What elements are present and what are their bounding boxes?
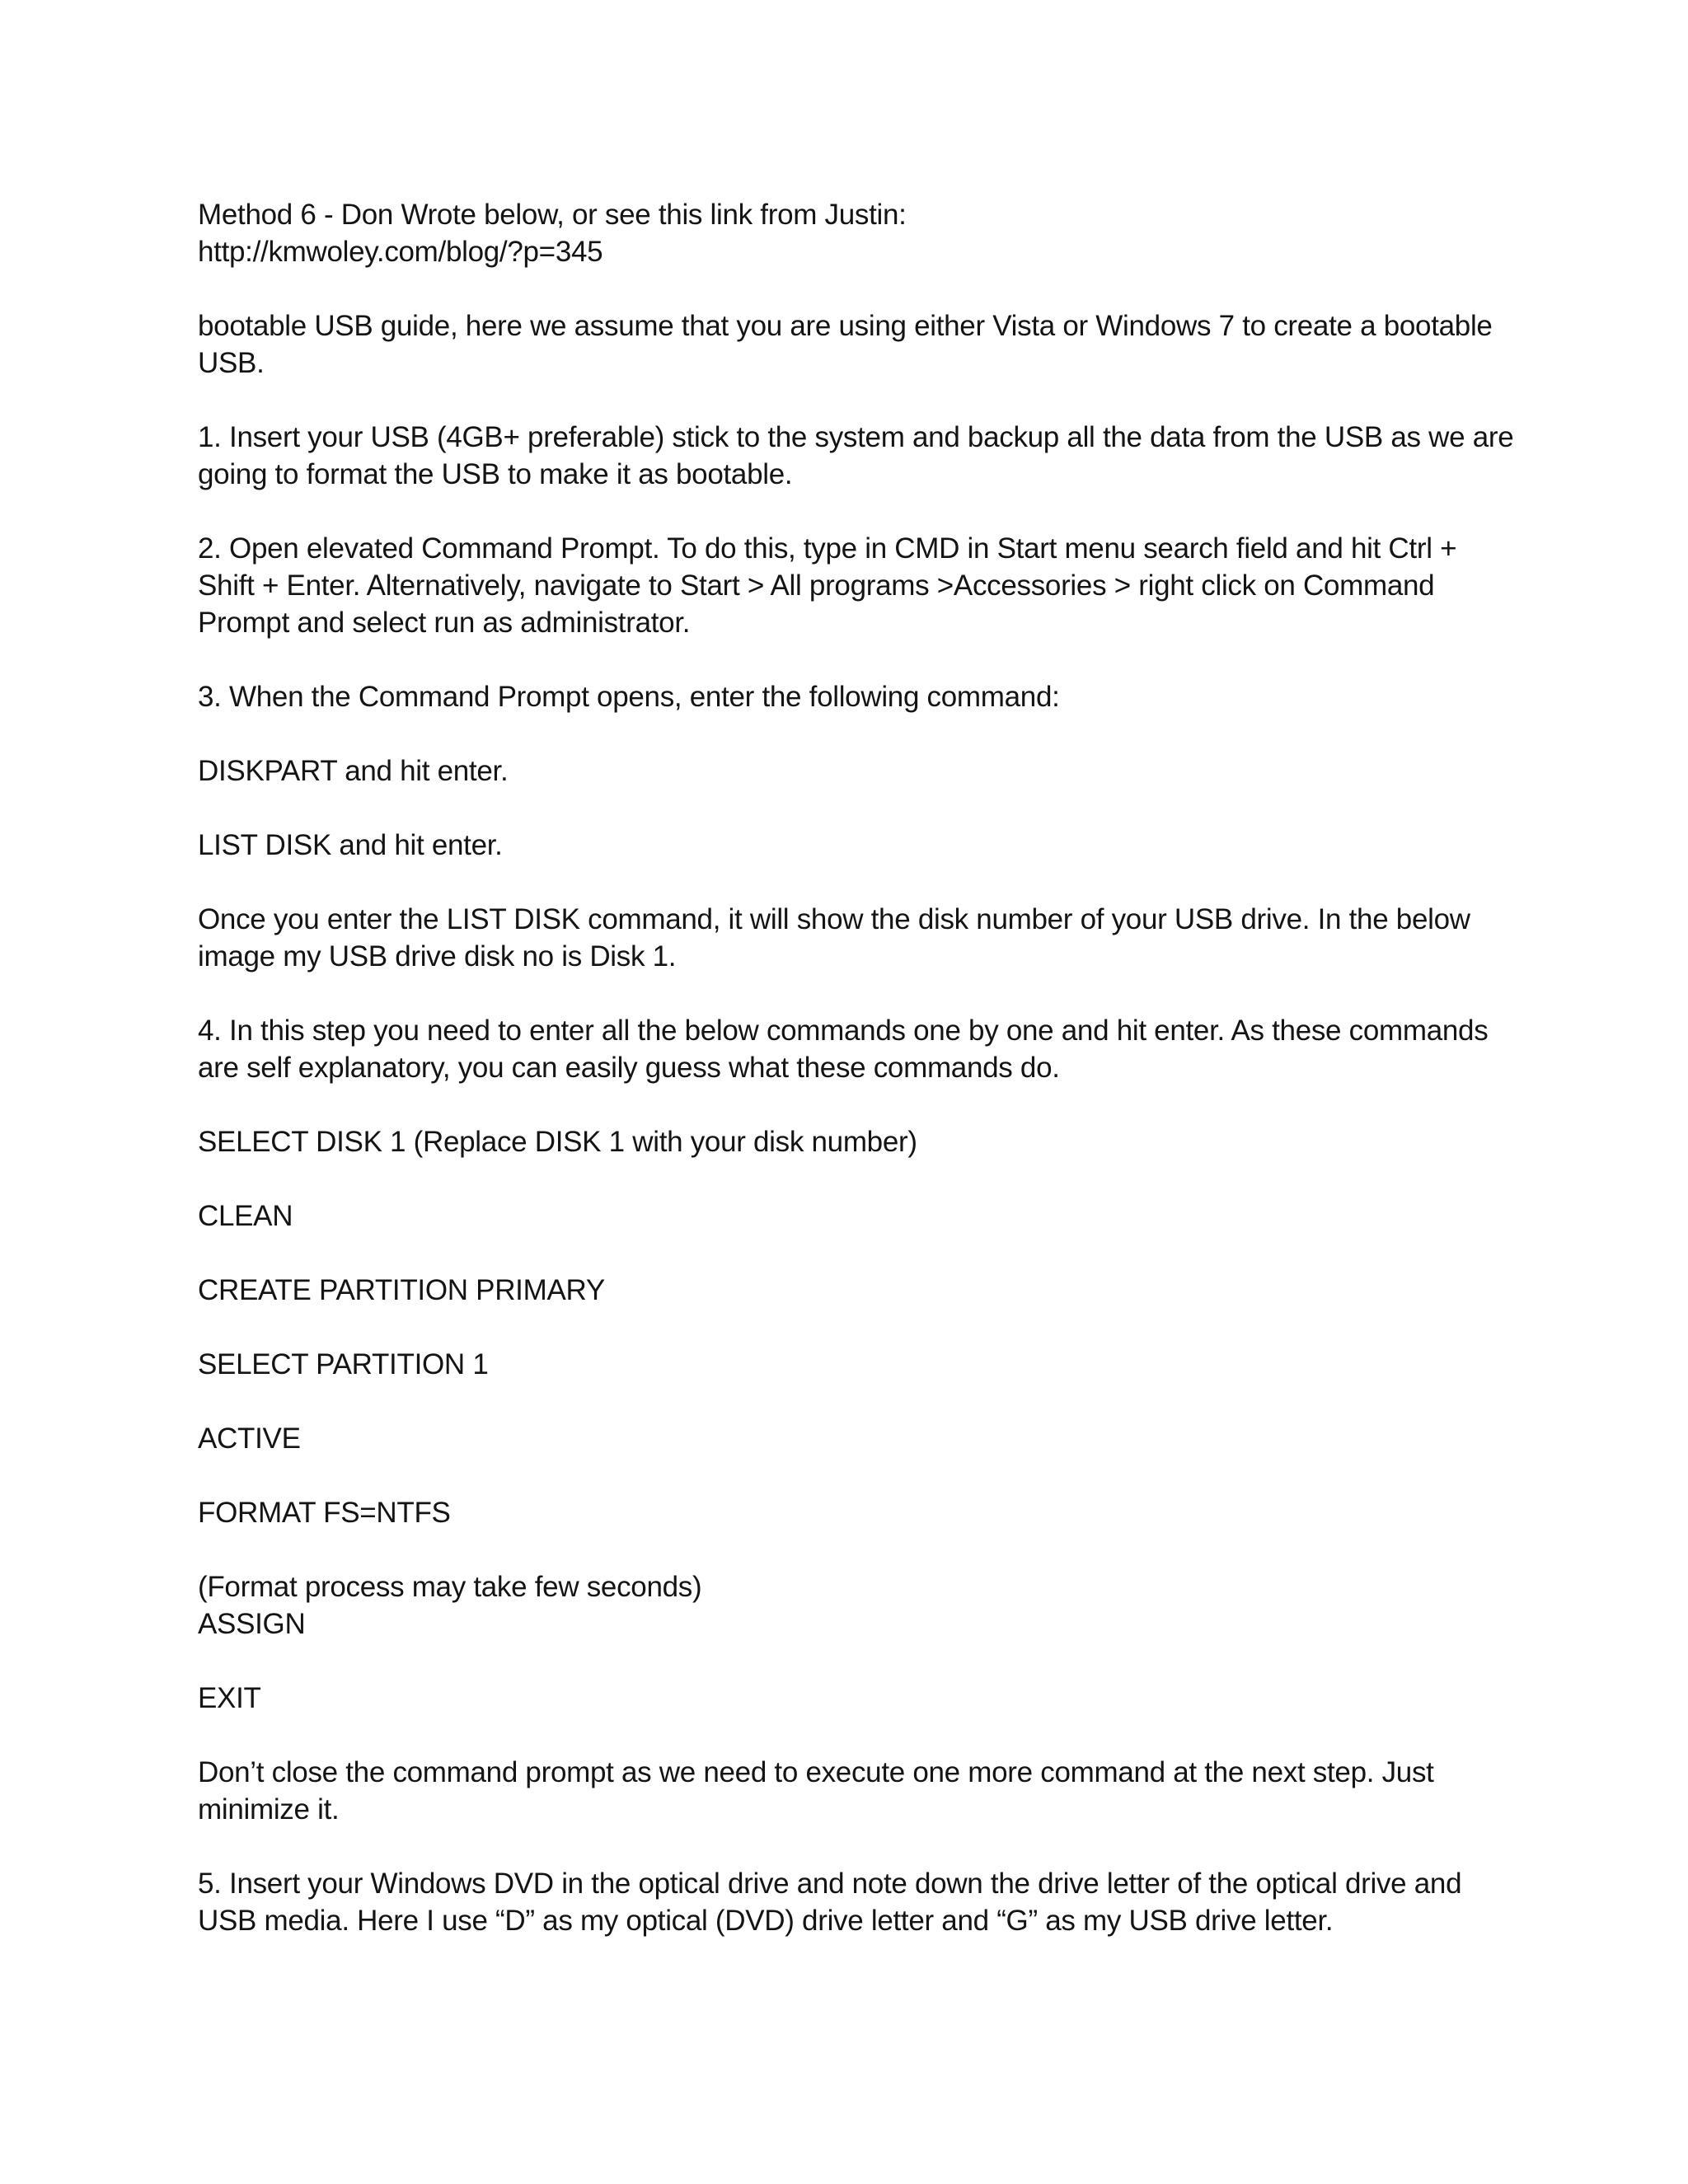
text-line: minimize it. [198,1793,340,1825]
step-2-paragraph [198,530,1492,641]
step-5-paragraph [198,1865,1492,1939]
command-select-disk [198,1123,1492,1160]
intro-paragraph [198,196,1492,270]
text-line: Don’t close the command prompt as we need to execute one more command at the next step. Just [198,1756,1434,1788]
text-line: 5. Insert your Windows DVD in the optical drive and note down the drive letter of the optical drive and [198,1868,1462,1900]
step-1-paragraph [198,419,1514,493]
text-line: 3. When the Command Prompt opens, enter the following command: [198,681,1060,713]
text-line: USB. [198,347,265,379]
list-disk-note-paragraph [198,901,1492,975]
text-line: CREATE PARTITION PRIMARY [198,1274,605,1306]
command-clean [198,1197,1492,1235]
text-line: bootable USB guide, here we assume that you are using either Vista or Windows 7 to create a bootable [198,310,1493,342]
text-line: LIST DISK and hit enter. [198,829,503,861]
step-4-paragraph [198,1012,1492,1086]
guide-intro-paragraph [198,307,1492,382]
command-create-partition [198,1272,1492,1309]
command-active [198,1420,1492,1457]
document-body [198,196,1514,1976]
text-line: FORMAT FS=NTFS [198,1497,451,1529]
text-line: ACTIVE [198,1422,301,1455]
text-line: SELECT PARTITION 1 [198,1348,489,1380]
text-line: USB media. Here I use “D” as my optical (DVD) drive letter and “G” as my USB drive letter. [198,1905,1334,1937]
text-line: 2. Open elevated Command Prompt. To do this, type in CMD in Start menu search field and hit Ctrl + [198,532,1457,565]
text-line: CLEAN [198,1200,293,1232]
text-line: Once you enter the LIST DISK command, it will show the disk number of your USB drive. In the below [198,903,1470,935]
command-list-disk [198,827,1492,864]
command-assign [198,1568,1492,1643]
text-line: (Format process may take few seconds) [198,1571,702,1603]
text-line: EXIT [198,1682,261,1714]
text-line: DISKPART and hit enter. [198,755,509,787]
text-line: image my USB drive disk no is Disk 1. [198,940,677,972]
text-line: 4. In this step you need to enter all the below commands one by one and hit enter. As these commands [198,1015,1489,1047]
text-line: going to format the USB to make it as bootable. [198,458,793,490]
command-exit [198,1680,1492,1717]
blog-link: http://kmwoley.com/blog/?p=345 [198,236,603,268]
text-line: 1. Insert your USB (4GB+ preferable) stick to the system and backup all the data from the USB as we are [198,421,1514,453]
text-line: ASSIGN [198,1608,306,1640]
text-line: Prompt and select run as administrator. [198,607,691,639]
minimize-note-paragraph [198,1754,1492,1828]
step-3-paragraph [198,678,1492,715]
text-line: Shift + Enter. Alternatively, navigate to Start > All programs >Accessories > right click on Command [198,569,1435,602]
text-line: Method 6 - Don Wrote below, or see this link from Justin: [198,199,907,231]
command-diskpart [198,752,1492,790]
command-format [198,1494,1492,1531]
text-line: SELECT DISK 1 (Replace DISK 1 with your disk number) [198,1126,917,1158]
command-select-partition [198,1346,1492,1383]
text-line: are self explanatory, you can easily guess what these commands do. [198,1052,1060,1084]
